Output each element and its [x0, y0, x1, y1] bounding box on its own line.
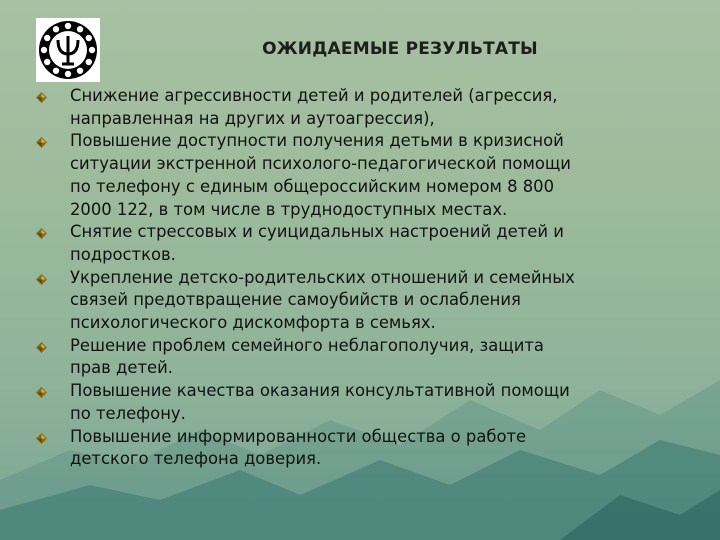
list-item [36, 130, 706, 221]
diamond-bullet-icon [36, 387, 47, 398]
page-title: ОЖИДАЕМЫЕ РЕЗУЛЬТАТЫ [262, 39, 538, 59]
list-item-text: Повышение качества оказания консультативной помощи [70, 381, 570, 401]
list-item-text: детского телефона доверия. [70, 449, 322, 469]
list-item-text: 2000 122, в том числе в труднодоступных местах. [70, 199, 508, 219]
list-item [36, 380, 706, 425]
list-item-text: психологического дискомфорта в семьях. [70, 313, 436, 333]
list-item [36, 267, 706, 335]
list-item-text: по телефону с единым общероссийским номером 8 800 [70, 176, 555, 196]
list-item-text: Снятие стрессовых и суицидальных настроений детей и [70, 222, 564, 242]
diamond-bullet-icon [36, 228, 47, 239]
diamond-bullet-icon [36, 137, 47, 148]
list-item [36, 426, 706, 471]
list-item-text: Повышение информированности общества о работе [70, 426, 527, 446]
list-item [36, 335, 706, 380]
list-item [36, 221, 706, 266]
list-item-text: связей предотвращение самоубийств и ослабления [70, 290, 521, 310]
list-item-text: Снижение агрессивности детей и родителей (агрессия, [70, 86, 558, 105]
list-item-text: Решение проблем семейного неблагополучия, защита [70, 335, 544, 355]
list-item-text: направленная на других и аутоагрессия), [70, 108, 435, 128]
diamond-bullet-icon [36, 433, 47, 444]
list-item-text: Укрепление детско-родительских отношений и семейных [70, 267, 575, 287]
list-item-text: по телефону. [70, 403, 186, 423]
list-item-text: ситуации экстренной психолого-педагогической помощи [70, 154, 571, 174]
list-item-text: Повышение доступности получения детьми в кризисной [70, 131, 564, 151]
list-item-text: подростков. [70, 244, 176, 264]
diamond-bullet-icon [36, 92, 47, 103]
diamond-bullet-icon [36, 342, 47, 353]
diamond-bullet-icon [36, 274, 47, 285]
results-list [36, 85, 706, 471]
list-item [36, 85, 706, 130]
psi-logo-icon [36, 18, 100, 82]
list-item-text: прав детей. [70, 358, 173, 378]
